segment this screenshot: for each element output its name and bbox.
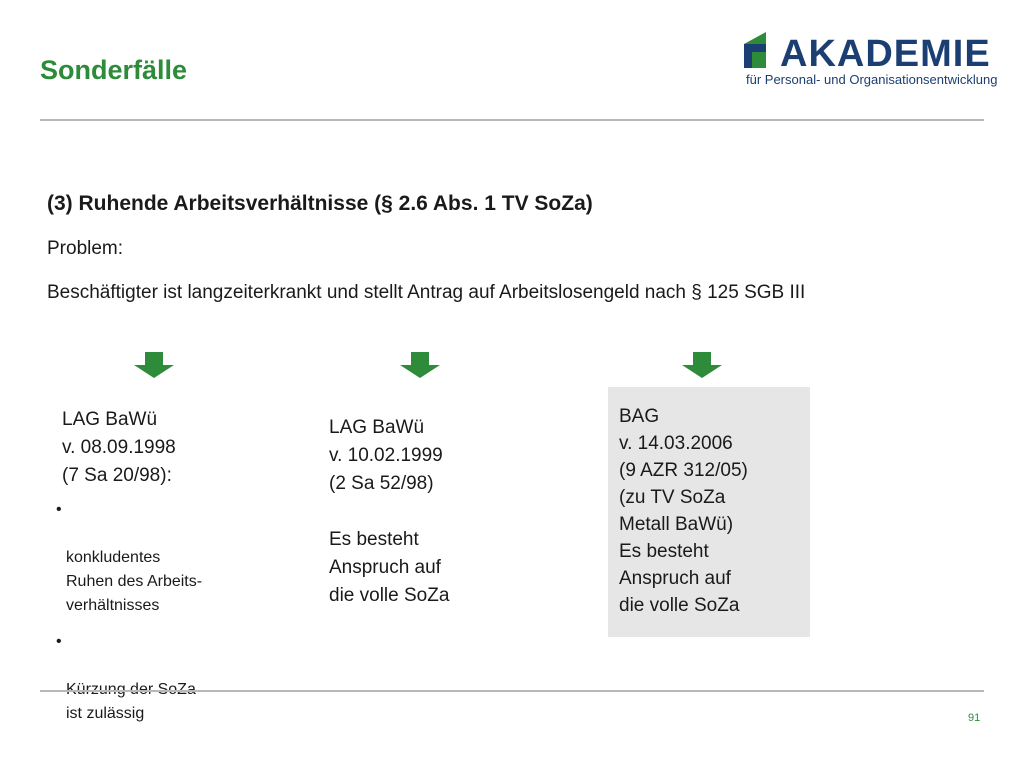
logo-wordmark: AKADEMIE bbox=[780, 33, 991, 75]
ruling-lag-1998-heading: LAG BaWü v. 08.09.1998 (7 Sa 20/98): bbox=[62, 409, 176, 486]
section-heading: (3) Ruhende Arbeitsverhältnisse (§ 2.6 Abs. 1 TV SoZa) bbox=[47, 192, 593, 215]
problem-text: Beschäftigter ist langzeiterkrankt und stellt Antrag auf Arbeitslosengeld nach § 125 SGB III bbox=[47, 282, 806, 303]
akademie-logo bbox=[742, 30, 998, 90]
list-item-text: Kürzung der SoZa ist zulässig bbox=[66, 681, 196, 722]
ruling-lag-1999: LAG BaWü v. 10.02.1999 (2 Sa 52/98) Es besteht Anspruch auf die volle SoZa bbox=[329, 417, 450, 606]
list-item bbox=[56, 498, 256, 618]
ruling-bag-2006: BAG v. 14.03.2006 (9 AZR 312/05) (zu TV SoZa Metall BaWü) Es besteht Anspruch auf die volle SoZa bbox=[619, 406, 748, 616]
footer-divider bbox=[40, 690, 984, 692]
list-item bbox=[56, 630, 256, 726]
arrow-down-icon bbox=[400, 352, 440, 378]
bullet-dot: • bbox=[56, 501, 62, 518]
slide-title: Sonderfälle bbox=[40, 55, 188, 85]
list-item-text: konkludentes Ruhen des Arbeits- verhältnisses bbox=[66, 549, 203, 614]
problem-label: Problem: bbox=[47, 238, 124, 259]
bullet-dot: • bbox=[56, 633, 62, 650]
arrow-down-icon bbox=[682, 352, 722, 378]
akademie-logo-icon bbox=[742, 30, 776, 70]
logo-subtitle: für Personal- und Organisationsentwicklung bbox=[746, 72, 998, 87]
header-divider bbox=[40, 119, 984, 121]
arrow-down-icon bbox=[134, 352, 174, 378]
page-number: 91 bbox=[968, 712, 981, 724]
ruling-bag-2006-box bbox=[608, 387, 810, 637]
